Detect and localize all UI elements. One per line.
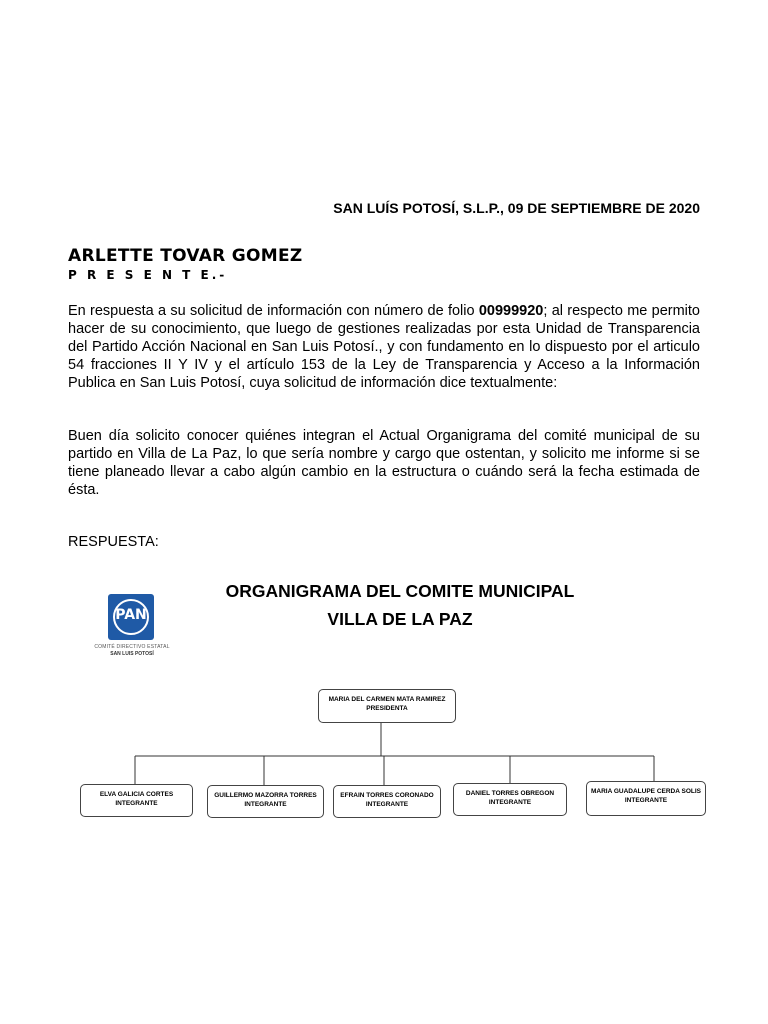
member-box	[80, 784, 193, 817]
paragraph1-end: ; al respecto me permito hacer de su conocimiento, que luego de gestiones realizadas por esta Unidad de Transparencia del Partido Acción Nacional en San Luis Potosí., y con fundamento en lo dispuesto por el articulo 54 fracciones II Y IV y el artículo 153 de la Ley de Transparencia y Acceso a la Información Publica en San Luis Potosí, cuya solicitud de información dice textualmente:	[68, 303, 700, 391]
member-name: MARIA GUADALUPE CERDA SOLIS	[590, 788, 702, 795]
member-role: INTEGRANTE	[244, 801, 287, 808]
member-role: INTEGRANTE	[624, 797, 668, 804]
member-box	[453, 783, 567, 816]
member-name: ELVA GALICIA CORTES	[99, 791, 174, 798]
organigram-subtitle: VILLA DE LA PAZ	[327, 609, 473, 629]
member-role: INTEGRANTE	[488, 799, 532, 806]
logo-subtitle-1: COMITÉ DIRECTIVO ESTATAL	[94, 644, 170, 650]
organigram-title: ORGANIGRAMA DEL COMITE MUNICIPAL	[225, 581, 575, 601]
letter-date: SAN LUÍS POTOSÍ, S.L.P., 09 DE SEPTIEMBRE DE 2020	[333, 200, 700, 216]
member-box	[333, 785, 441, 818]
member-box	[207, 785, 324, 818]
president-role: PRESIDENTA	[366, 705, 408, 712]
member-name: DANIEL TORRES OBREGON	[465, 790, 555, 797]
member-name: EFRAIN TORRES CORONADO	[340, 792, 434, 799]
member-role: INTEGRANTE	[365, 801, 409, 808]
paragraph1-start: En respuesta a su solicitud de información con número de folio	[68, 303, 479, 319]
pan-logo-icon: PAN	[108, 594, 154, 640]
president-name: MARIA DEL CARMEN MATA RAMIREZ	[328, 696, 446, 703]
member-role: INTEGRANTE	[115, 800, 158, 807]
member-box	[586, 781, 706, 816]
respuesta-label: RESPUESTA:	[68, 534, 159, 550]
member-name: GUILLERMO MAZORRA TORRES	[214, 792, 317, 799]
recipient-name: ARLETTE TOVAR GOMEZ	[68, 246, 303, 266]
folio-number: 00999920	[478, 303, 544, 319]
paragraph-request-text: Buen día solicito conocer quiénes integran el Actual Organigrama del comité municipal de su partido en Villa de La Paz, lo que sería nombre y cargo que ostentan, y solicito me informe si se tiene planeado llevar a cabo algún cambio en la estructura o cuándo será la fecha estimada de ésta.	[68, 428, 700, 498]
presente-label: P R E S E N T E.-	[68, 268, 228, 282]
president-box	[318, 689, 456, 723]
logo-subtitle-2: SAN LUIS POTOSÍ	[110, 651, 154, 657]
